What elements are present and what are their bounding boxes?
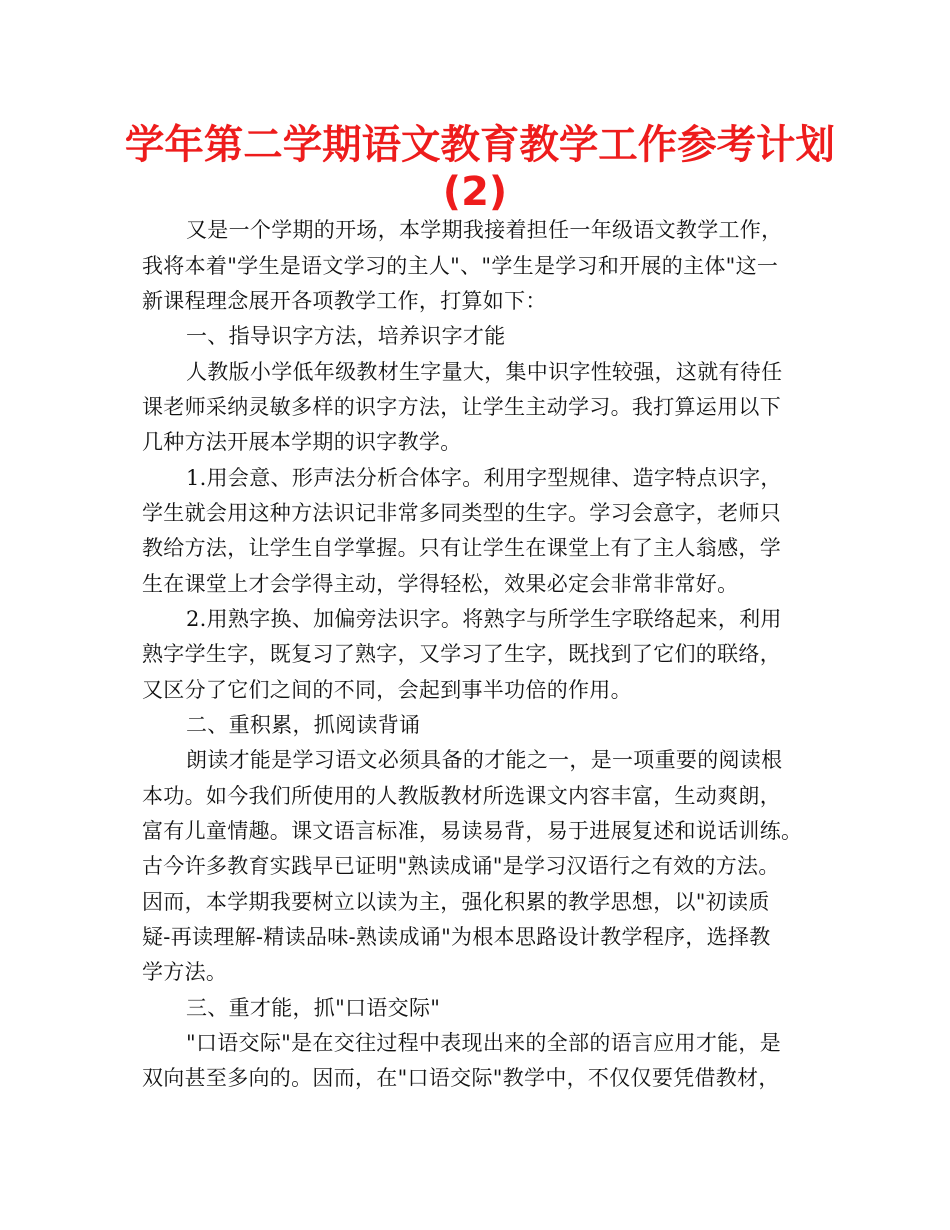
paragraph-line: 2.用熟字换、加偏旁法识字。将熟字与所学生字联络起来，利用 xyxy=(186,607,782,631)
section-heading: 三、重才能，抓"口语交际" xyxy=(186,996,441,1020)
paragraph-line: 新课程理念展开各项教学工作，打算如下： xyxy=(142,289,547,313)
section-heading: 二、重积累，抓阅读背诵 xyxy=(186,713,421,737)
paragraph-line: 古今许多教育实践早已证明"熟读成诵"是学习汉语行之有效的方法。 xyxy=(142,854,780,878)
paragraph-line: 熟字学生字，既复习了熟字，又学习了生字，既找到了它们的联络， xyxy=(142,642,781,666)
section-heading: 一、指导识字方法，培养识字才能 xyxy=(186,324,506,348)
paragraph-line: 学生就会用这种方法识记非常多同类型的生字。学习会意字，老师只 xyxy=(142,501,781,525)
paragraph-line: 又区分了它们之间的不同，会起到事半功倍的作用。 xyxy=(142,678,632,702)
paragraph-line: "口语交际"是在交往过程中表现出来的全部的语言应用才能，是 xyxy=(186,1031,782,1055)
paragraph-line: 疑-再读理解-精读品味-熟读成诵"为根本思路设计教学程序，选择教 xyxy=(142,925,771,949)
paragraph-line: 本功。如今我们所使用的人教版教材所选课文内容丰富，生动爽朗， xyxy=(142,784,781,808)
paragraph-line: 1.用会意、形声法分析合体字。利用字型规律、造字特点识字， xyxy=(186,466,782,490)
document-title: 学年第二学期语文教育教学工作参考计划 xyxy=(124,122,835,168)
document-title-suffix: (2) xyxy=(442,169,508,215)
paragraph-line: 学方法。 xyxy=(142,960,228,984)
paragraph-line: 生在课堂上才会学得主动，学得轻松，效果必定会非常非常好。 xyxy=(142,572,739,596)
paragraph-line: 教给方法，让学生自学掌握。只有让学生在课堂上有了主人翁感，学 xyxy=(142,536,781,560)
paragraph-line: 因而，本学期我要树立以读为主，强化积累的教学思想，以"初读质 xyxy=(142,890,770,914)
paragraph-line: 几种方法开展本学期的识字教学。 xyxy=(142,430,462,454)
paragraph-line: 又是一个学期的开场，本学期我接着担任一年级语文教学工作， xyxy=(186,218,783,242)
paragraph-line: 双向甚至多向的。因而，在"口语交际"教学中，不仅仅要凭借教材， xyxy=(142,1066,780,1090)
paragraph-line: 人教版小学低年级教材生字量大，集中识字性较强，这就有待任 xyxy=(186,360,783,384)
paragraph-line: 我将本着"学生是语文学习的主人"、"学生是学习和开展的主体"这一 xyxy=(142,254,779,278)
paragraph-line: 朗读才能是学习语文必须具备的才能之一，是一项重要的阅读根 xyxy=(186,748,783,772)
paragraph-line: 课老师采纳灵敏多样的识字方法，让学生主动学习。我打算运用以下 xyxy=(142,395,781,419)
paragraph-line: 富有儿童情趣。课文语言标准，易读易背，易于进展复述和说话训练。 xyxy=(142,819,803,843)
